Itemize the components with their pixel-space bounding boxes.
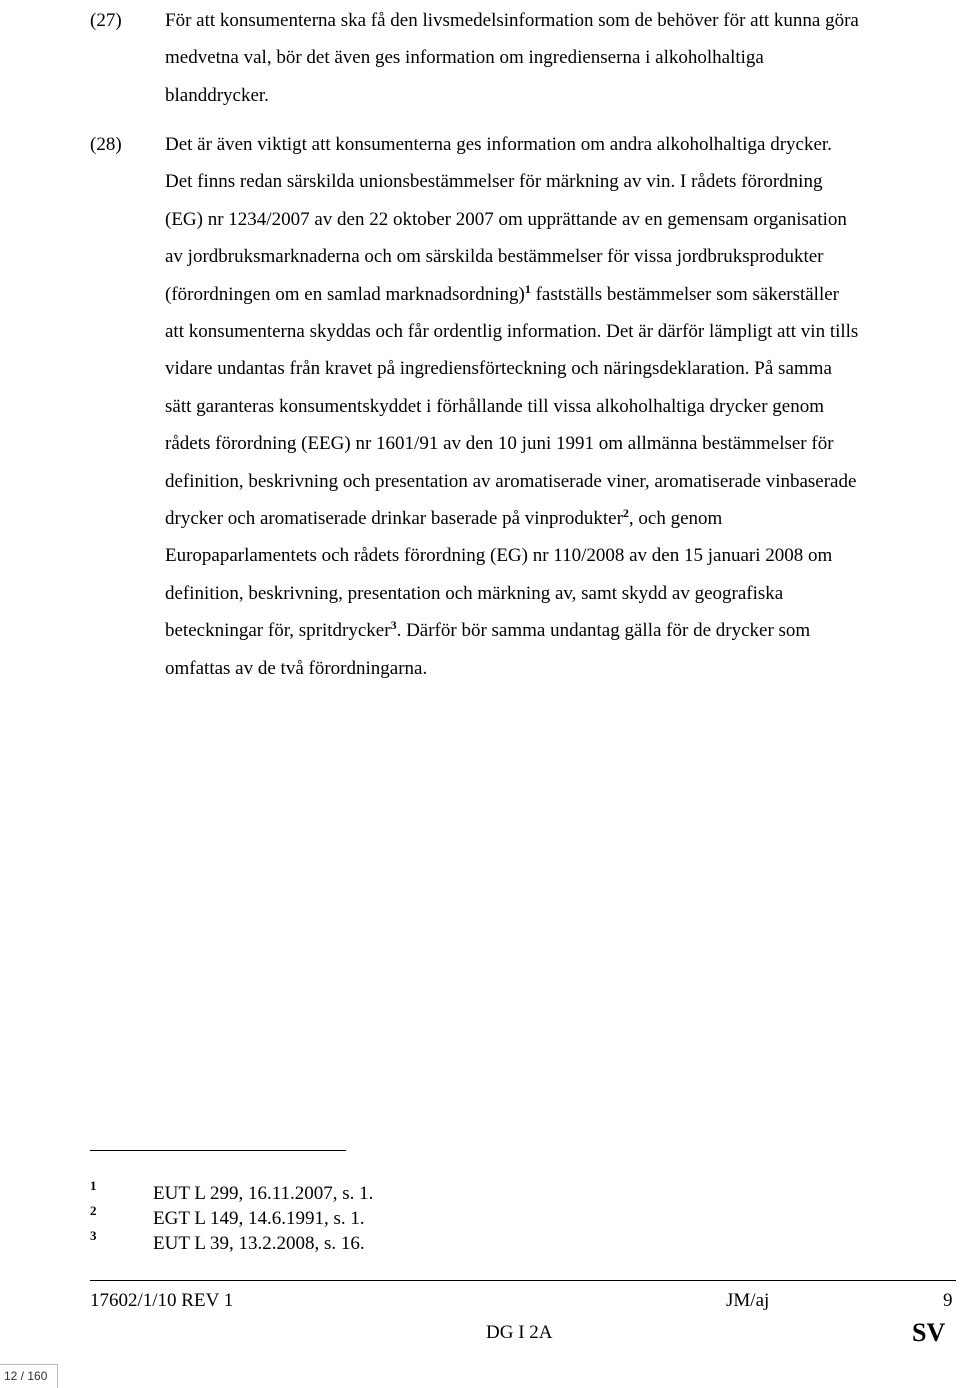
text-line: sätt garanteras konsumentskyddet i förhållande till vissa alkoholhaltiga drycker genom bbox=[165, 395, 825, 417]
footnote-ref-2[interactable]: 2 bbox=[622, 506, 629, 521]
text-segment: , och genom bbox=[628, 508, 723, 530]
footer-dg: DG I 2A bbox=[486, 1322, 553, 1343]
footnote-number: 3 bbox=[90, 1228, 97, 1243]
footer-page-number: 9 bbox=[943, 1290, 953, 1311]
text-line: medvetna val, bör det även ges information om ingredienserna i alkoholhaltiga bbox=[165, 47, 764, 69]
text-line: rådets förordning (EEG) nr 1601/91 av den 10 juni 1991 om allmänna bestämmelser för bbox=[165, 433, 834, 455]
footnote-3 bbox=[90, 1228, 790, 1257]
text-line bbox=[165, 276, 960, 313]
text-segment: drycker och aromatiserade drinkar baserade på vinprodukter bbox=[165, 508, 623, 530]
footnote-separator bbox=[90, 1150, 346, 1151]
text-line bbox=[165, 612, 960, 649]
paragraph-28 bbox=[90, 126, 960, 687]
paragraph-text bbox=[165, 2, 960, 114]
text-line: omfattas av de två förordningarna. bbox=[165, 657, 428, 679]
text-line: av jordbruksmarknaderna och om särskilda bestämmelser för vissa jordbruksprodukter bbox=[165, 246, 824, 268]
footnote-1 bbox=[90, 1178, 790, 1207]
footnote-text: EUT L 299, 16.11.2007, s. 1. bbox=[153, 1183, 374, 1204]
text-line bbox=[165, 500, 960, 537]
text-line: Det är även viktigt att konsumenterna ges information om andra alkoholhaltiga drycker. bbox=[165, 134, 832, 155]
footer-separator bbox=[90, 1280, 956, 1281]
text-segment: (förordningen om en samlad marknadsordning) bbox=[165, 283, 525, 305]
text-line: att konsumenterna skyddas och får ordentlig information. Det är därför lämpligt att vin tills bbox=[165, 321, 859, 343]
footnote-number: 2 bbox=[90, 1203, 97, 1218]
text-segment: fastställs bestämmelser som säkerställer bbox=[530, 283, 839, 305]
text-segment: . Därför bör samma undantag gälla för de drycker som bbox=[396, 620, 811, 642]
text-line: definition, beskrivning och presentation av aromatiserade viner, aromatiserade vinbaserade bbox=[165, 470, 857, 492]
text-line: vidare undantas från kravet på ingrediensförteckning och näringsdeklaration. På samma bbox=[165, 358, 832, 380]
text-line: Det finns redan särskilda unionsbestämmelser för märkning av vin. I rådets förordning bbox=[165, 171, 823, 193]
footnote-2 bbox=[90, 1203, 790, 1232]
footnote-text: EUT L 39, 13.2.2008, s. 16. bbox=[153, 1233, 365, 1254]
footnote-number: 1 bbox=[90, 1178, 97, 1193]
text-line: definition, beskrivning, presentation och märkning av, samt skydd av geografiska bbox=[165, 582, 784, 604]
footnote-text: EGT L 149, 14.6.1991, s. 1. bbox=[153, 1208, 365, 1229]
text-line: För att konsumenterna ska få den livsmedelsinformation som de behöver för att kunna göra bbox=[165, 10, 859, 31]
footnote-ref-1[interactable]: 1 bbox=[524, 281, 531, 296]
text-line: (EG) nr 1234/2007 av den 22 oktober 2007 om upprättande av en gemensam organisation bbox=[165, 208, 847, 230]
paragraph-number: (28) bbox=[90, 134, 122, 155]
text-line: Europaparlamentets och rådets förordning (EG) nr 110/2008 av den 15 januari 2008 om bbox=[165, 545, 833, 567]
footer-initials: JM/aj bbox=[726, 1290, 770, 1311]
text-line: blanddrycker. bbox=[165, 84, 269, 106]
footnote-ref-3[interactable]: 3 bbox=[390, 618, 397, 633]
footer-doc-ref: 17602/1/10 REV 1 bbox=[90, 1290, 234, 1311]
paragraph-number: (27) bbox=[90, 10, 122, 31]
text-segment: beteckningar för, spritdrycker bbox=[165, 620, 391, 642]
paragraph-27 bbox=[90, 2, 960, 114]
footer-language: SV bbox=[912, 1318, 946, 1347]
page-counter: 12 / 160 bbox=[0, 1364, 58, 1388]
paragraph-text bbox=[165, 126, 960, 687]
